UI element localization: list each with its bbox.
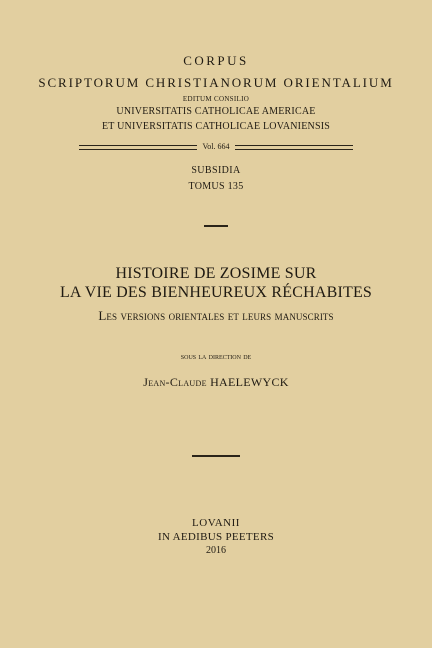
imprint-publisher: IN AEDIBUS PEETERS [157, 531, 275, 543]
series-corpus: CORPUS [183, 53, 249, 68]
volume-number: Vol. 664 [202, 142, 230, 151]
imprint-year: 2016 [206, 545, 226, 556]
editum-consilio: EDITUM CONSILIO [182, 95, 250, 103]
editor-first-name: Jean-Claude [143, 375, 207, 389]
university-line-2: ET UNIVERSITATIS CATHOLICAE LOVANIENSIS [101, 121, 330, 132]
editor-direction: sous la direction de [180, 351, 252, 361]
title-line-2: LA VIE DES BIENHEUREUX RÉCHABITES [59, 284, 373, 301]
subsidia-label: SUBSIDIA [191, 165, 241, 176]
double-rule-right [235, 145, 353, 150]
subtitle: Les versions orientales et leurs manuscrits [98, 308, 334, 323]
editor-last-name: HAELEWYCK [210, 375, 289, 389]
short-rule-bottom [192, 455, 240, 457]
series-name: SCRIPTORUM CHRISTIANORUM ORIENTALIUM [38, 75, 394, 90]
tomus-number: TOMUS 135 [188, 181, 244, 192]
short-rule-top [204, 225, 228, 227]
editor-name [0, 376, 432, 388]
imprint-place: LOVANII [192, 517, 240, 529]
university-line-1: UNIVERSITATIS CATHOLICAE AMERICAE [116, 106, 316, 117]
title-line-1: HISTOIRE DE ZOSIME SUR [115, 265, 317, 282]
